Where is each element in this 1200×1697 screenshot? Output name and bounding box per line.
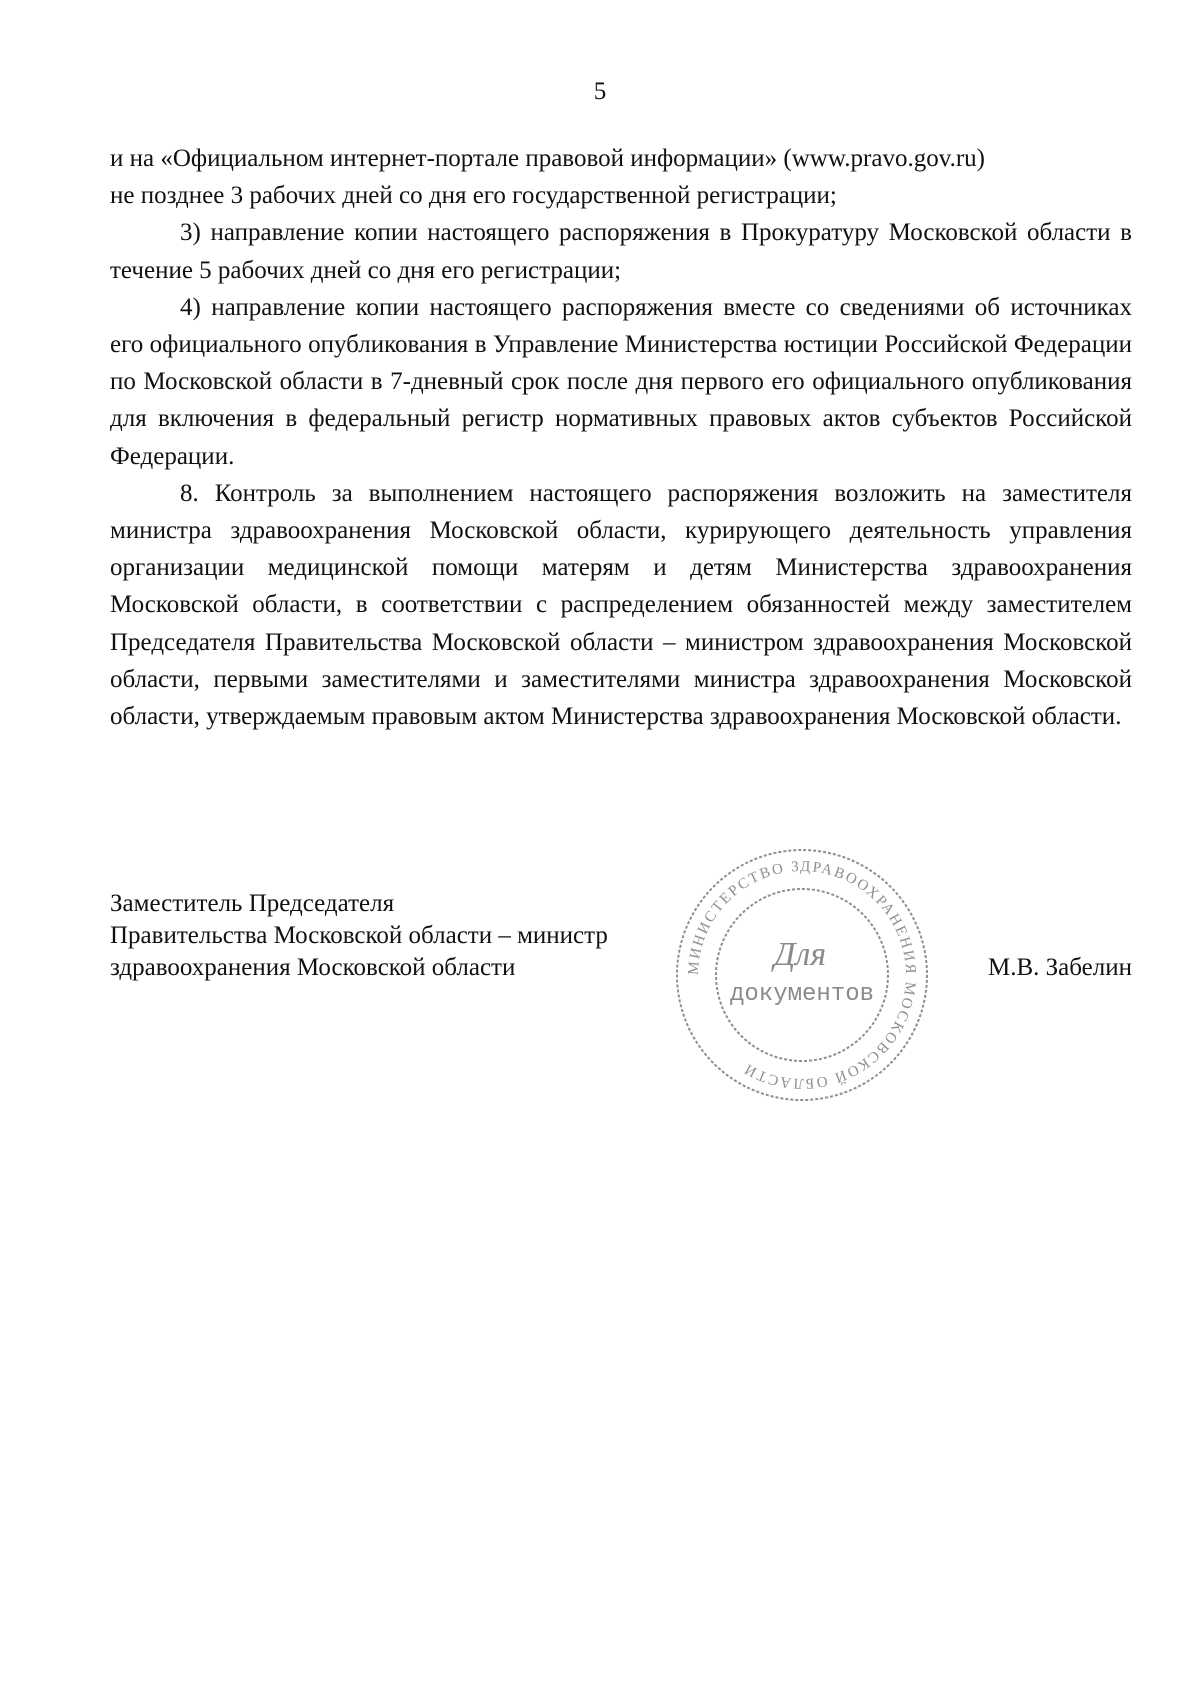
stamp-center-line-1: Для bbox=[773, 936, 827, 973]
paragraph-item-8: 8. Контроль за выполнением настоящего распоряжения возложить на заместителя министра здравоохранения Московской области, курирующего деятельность управления организации медицинской помощи матерям и детям Министерства здравоохранения Московской области, в соответствии с распределением обязанностей между заместителем Председателя Правительства Московской области – министром здравоохранения Московской области, первыми заместителями и заместителями министра здравоохранения Московской области, утверждаемым правовым актом Министерства здравоохранения Московской области. bbox=[110, 479, 1132, 731]
signatory-name: М.В. Забелин bbox=[988, 954, 1132, 981]
paragraph-continuation-line-1: и на «Официальном интернет-портале правовой информации» (www.pravo.gov.ru) bbox=[110, 145, 985, 172]
paragraph-item-3: 3) направление копии настоящего распоряжения в Прокуратуру Московской области в течение 5 рабочих дней со дня его регистрации; bbox=[110, 219, 1132, 284]
stamp-inner-ring bbox=[716, 889, 888, 1061]
stamp-center-line-2: документов bbox=[729, 981, 875, 1008]
official-stamp bbox=[672, 845, 932, 1105]
paragraph-continuation bbox=[110, 140, 1132, 214]
page-number: 5 bbox=[593, 78, 607, 105]
stamp-ring-text: МИНИСТЕРСТВО ЗДРАВООХРАНЕНИЯ МОСКОВСКОЙ ОБЛАСТИ bbox=[685, 858, 919, 1092]
stamp-outer-ring bbox=[677, 850, 927, 1100]
signatory-title-line-1: Заместитель Председателя bbox=[110, 890, 395, 917]
signatory-title-line-3: здравоохранения Московской области bbox=[110, 954, 516, 981]
signatory-title-line-2: Правительства Московской области – министр bbox=[110, 922, 608, 949]
paragraph-continuation-line-2: не позднее 3 рабочих дней со дня его государственной регистрации; bbox=[110, 182, 837, 210]
paragraph-item-4: 4) направление копии настоящего распоряжения вместе со сведениями об источниках его официального опубликования в Управление Министерства юстиции Российской Федерации по Московской области в 7-дневный срок после дня первого его официального опубликования для включения в федеральный регистр нормативных правовых актов субъектов Российской Федерации. bbox=[110, 293, 1132, 470]
stamp-seal-graphic bbox=[672, 845, 932, 1105]
document-body bbox=[110, 140, 1132, 735]
signatory-title bbox=[110, 888, 710, 984]
